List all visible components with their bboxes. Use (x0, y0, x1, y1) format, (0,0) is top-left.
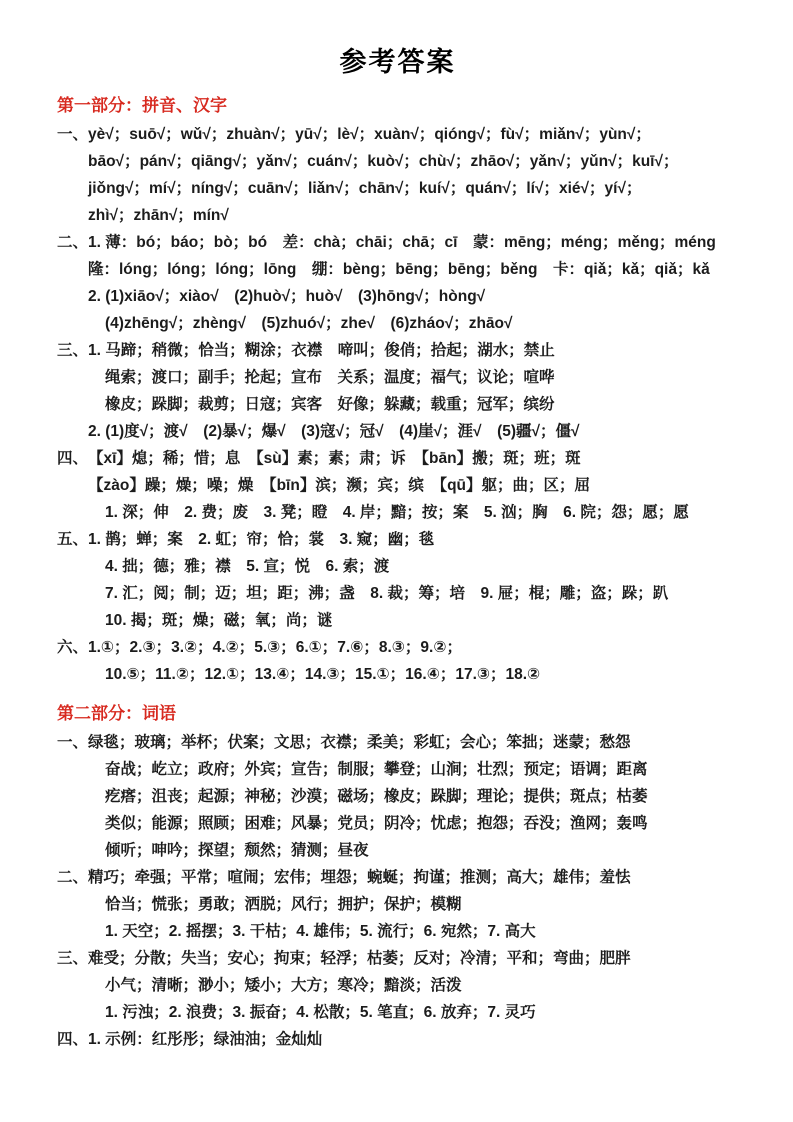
answer-text: 1. 鹊；蝉；案 2. 虹；帘；恰；裳 3. 窥；幽；毯 (88, 531, 435, 548)
answer-text: 恰当；慌张；勇敢；洒脱；风行；拥护；保护；模糊 (105, 896, 462, 913)
answer-text: jiǒng√；mí√；níng√；cuān√；liǎn√；chān√；kuí√；quán√；lí√；xié√；yí√； (88, 180, 642, 197)
section-1 (57, 94, 738, 688)
answer-line (57, 526, 738, 553)
answer-line (57, 418, 738, 445)
item-marker: 一、 (57, 734, 89, 751)
item-marker: 六、 (57, 639, 89, 656)
answer-text: 1. 深；伸 2. 费；废 3. 凳；瞪 4. 岸；黯；按；案 5. 汹；胸 6. 院；怨；愿；愿 (105, 504, 689, 521)
answer-text: 1. 薄：bó；báo；bò；bó 差：chà；chāi；chā；cī 蒙：mēng；méng；měng；méng (88, 234, 716, 251)
answer-line (57, 337, 738, 364)
answer-text: (4)zhēng√；zhèng√ (5)zhuó√；zhe√ (6)zháo√；zhāo√ (105, 315, 513, 332)
answer-line (57, 499, 738, 526)
answer-item (57, 121, 738, 229)
answer-line (57, 810, 738, 837)
answer-line (57, 945, 738, 972)
answer-text: 类似；能源；照顾；困难；风暴；党员；阴冷；忧虑；抱怨；吞没；渔网；轰鸣 (105, 815, 648, 832)
item-marker: 二、 (57, 234, 89, 251)
answer-item (57, 864, 738, 945)
item-marker: 三、 (57, 342, 89, 359)
answer-line (57, 175, 738, 202)
answer-text: 难受；分散；失当；安心；拘束；轻浮；枯萎；反对；冷清；平和；弯曲；肥胖 (88, 950, 631, 967)
item-marker: 三、 (57, 950, 89, 967)
answer-text: 小气；清晰；渺小；矮小；大方；寒冷；黯淡；活泼 (105, 977, 462, 994)
answer-text: 橡皮；跺脚；裁剪；日寇；宾客 好像；躲藏；载重；冠军；缤纷 (105, 396, 555, 413)
answer-line (57, 472, 738, 499)
answer-line (57, 972, 738, 999)
answer-text: bāo√；pán√；qiāng√；yǎn√；cuán√；kuò√；chù√；zhāo√；yǎn√；yǔn√；kuī√； (88, 153, 679, 170)
answer-text: 奋战；屹立；政府；外宾；宣告；制服；攀登；山涧；壮烈；预定；语调；距离 (105, 761, 648, 778)
answer-line (57, 580, 738, 607)
answer-line (57, 148, 738, 175)
answer-line (57, 391, 738, 418)
answer-line (57, 202, 738, 229)
document-body (57, 94, 738, 1053)
item-marker: 二、 (57, 869, 89, 886)
answer-text: zhì√；zhān√；mín√ (88, 207, 229, 224)
answer-line (57, 999, 738, 1026)
answer-text: 绿毯；玻璃；举杯；伏案；文思；衣襟；柔美；彩虹；会心；笨拙；迷蒙；愁怨 (88, 734, 631, 751)
answer-text: 隆：lóng；lóng；lóng；lōng 绷：bèng；bēng；bēng；běng 卡：qiǎ；kǎ；qiǎ；kǎ (88, 261, 710, 278)
answer-text: 【zào】躁；燥；噪；燥 【bīn】滨；濒；宾；缤 【qū】躯；曲；区；屈 (88, 477, 591, 494)
answer-text: 【xī】熄；稀；惜；息 【sù】素；素；肃；诉 【bān】搬；斑；班；斑 (88, 450, 581, 467)
item-marker: 四、 (57, 1031, 89, 1048)
answer-item (57, 526, 738, 634)
answer-text: 10. 揭；斑；燥；磁；氧；尚；谜 (105, 612, 333, 629)
answer-line (57, 837, 738, 864)
answer-item (57, 229, 738, 337)
item-marker: 一、 (57, 126, 89, 143)
answer-item (57, 729, 738, 864)
answer-text: 1. 污浊；2. 浪费；3. 振奋；4. 松散；5. 笔直；6. 放弃；7. 灵巧 (105, 1004, 536, 1021)
answer-line (57, 756, 738, 783)
answer-line (57, 783, 738, 810)
answer-line (57, 229, 738, 256)
answer-line (57, 891, 738, 918)
answer-line (57, 121, 738, 148)
section-2 (57, 702, 738, 1053)
answer-line (57, 1026, 738, 1053)
answer-line (57, 553, 738, 580)
answer-line (57, 607, 738, 634)
answer-text: 7. 汇；阅；制；迈；坦；距；沸；盏 8. 裁；筹；培 9. 屉；棍；雕；盗；跺；趴 (105, 585, 669, 602)
answer-text: 疙瘩；沮丧；起源；神秘；沙漠；磁场；橡皮；跺脚；理论；提供；斑点；枯萎 (105, 788, 648, 805)
item-marker: 五、 (57, 531, 89, 548)
answer-text: 1. 天空；2. 摇摆；3. 干枯；4. 雄伟；5. 流行；6. 宛然；7. 高大 (105, 923, 536, 940)
answer-text: 10.⑤；11.②；12.①；13.④；14.③；15.①；16.④；17.③；18.② (105, 666, 541, 683)
section-heading: 第一部分：拼音、汉字 (57, 96, 227, 115)
page-title: 参考答案 (339, 47, 456, 77)
answer-text: 倾听；呻吟；探望；颓然；猜测；昼夜 (105, 842, 369, 859)
answer-text: yè√；suō√；wǔ√；zhuàn√；yū√；lè√；xuàn√；qióng√；fù√；miǎn√；yùn√； (88, 126, 651, 143)
answer-line (57, 364, 738, 391)
answer-text: 1. 马蹄；稍微；恰当；糊涂；衣襟 啼叫；俊俏；拾起；湖水；禁止 (88, 342, 555, 359)
answer-item (57, 1026, 738, 1053)
answer-line (57, 864, 738, 891)
answer-line (57, 445, 738, 472)
answer-line (57, 918, 738, 945)
answer-text: 绳索；渡口；副手；抡起；宣布 关系；温度；福气；议论；喧哗 (105, 369, 555, 386)
answer-line (57, 256, 738, 283)
answer-text: 2. (1)度√；渡√ (2)暴√；爆√ (3)寇√；冠√ (4)崖√；涯√ (5)疆√；僵√ (88, 423, 580, 440)
answer-item (57, 337, 738, 445)
answer-line (57, 283, 738, 310)
item-marker: 四、 (57, 450, 89, 467)
answer-item (57, 445, 738, 526)
answer-line (57, 729, 738, 756)
answer-text: 1. 示例：红彤彤；绿油油；金灿灿 (88, 1031, 323, 1048)
answer-line (57, 661, 738, 688)
section-heading: 第二部分：词语 (57, 704, 176, 723)
answer-text: 4. 拙；德；雅；襟 5. 宣；悦 6. 索；渡 (105, 558, 390, 575)
answer-line (57, 310, 738, 337)
answer-item (57, 634, 738, 688)
answer-text: 1.①；2.③；3.②；4.②；5.③；6.①；7.⑥；8.③；9.②； (88, 639, 462, 656)
answer-line (57, 634, 738, 661)
answer-item (57, 945, 738, 1026)
answer-text: 2. (1)xiāo√；xiào√ (2)huò√；huò√ (3)hōng√；hòng√ (88, 288, 486, 305)
answer-text: 精巧；牵强；平常；喧闹；宏伟；埋怨；蜿蜒；拘谨；推测；高大；雄伟；羞怯 (88, 869, 631, 886)
